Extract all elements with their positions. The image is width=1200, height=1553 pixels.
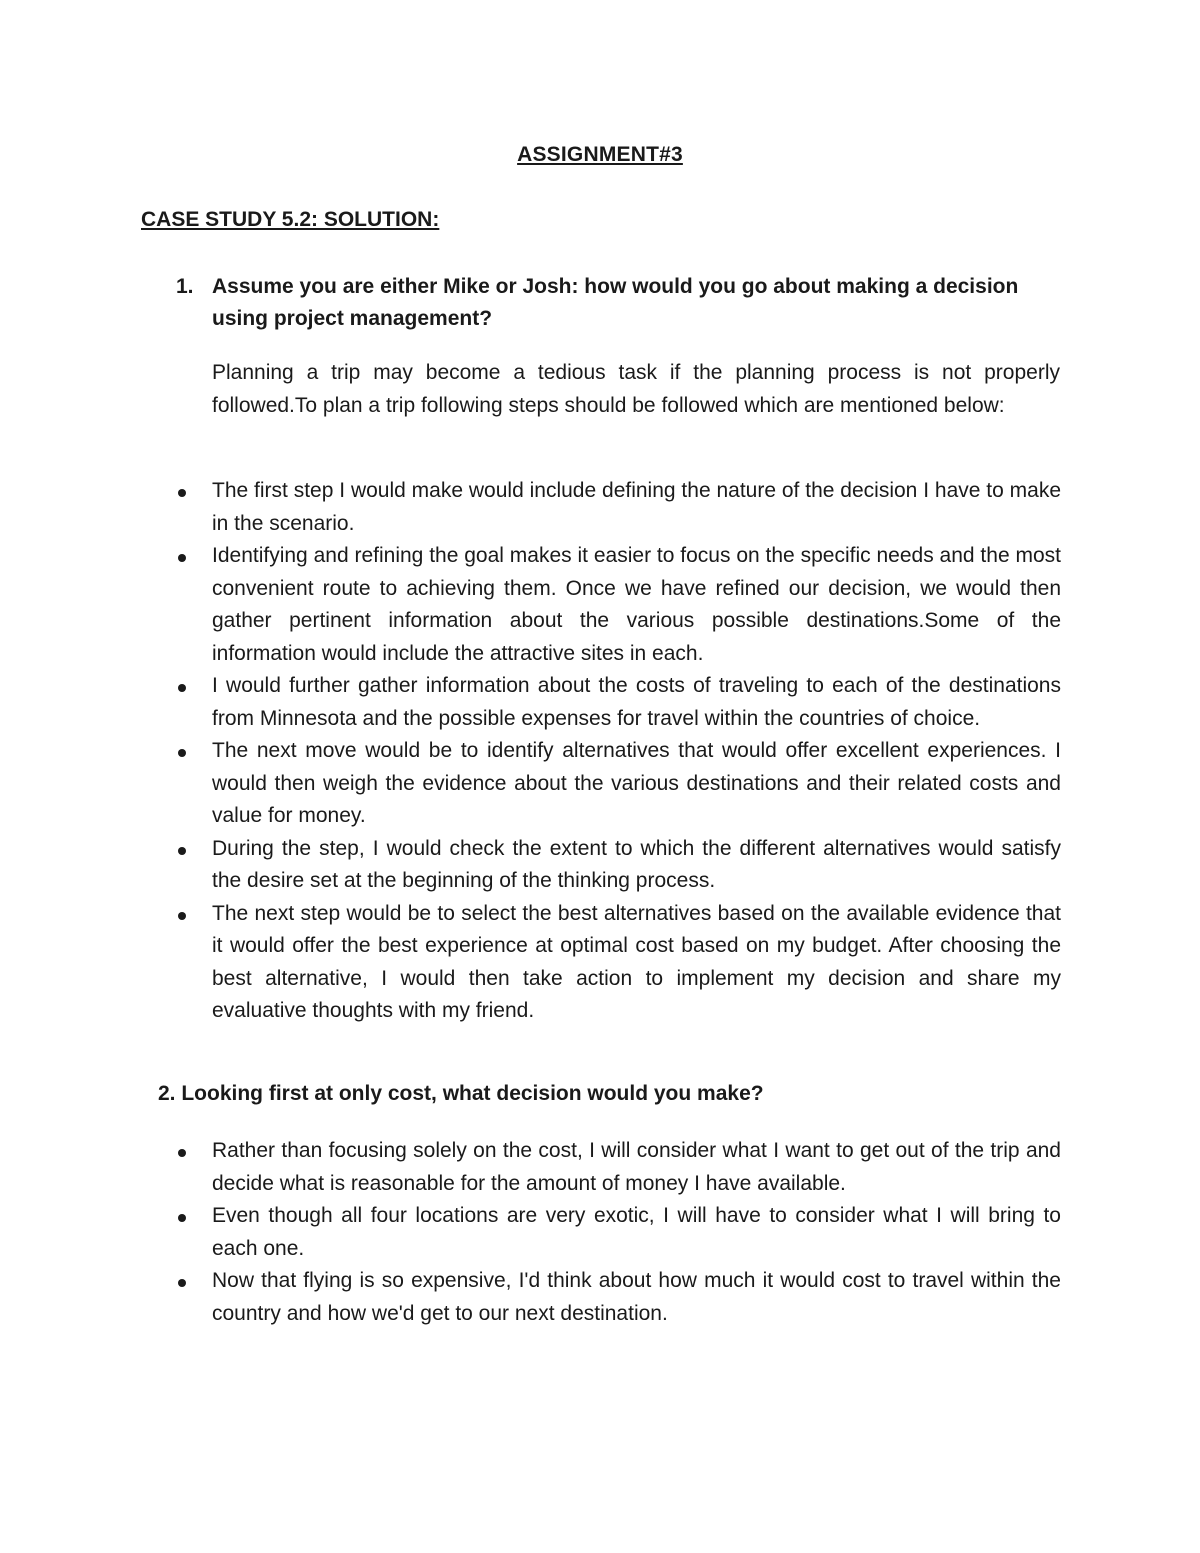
- list-item-text: The next move would be to identify alternatives that would offer excellent experiences. I would then weigh the evidence about the various destinations and their related costs and value for money.: [212, 739, 1061, 827]
- bullet-icon: [178, 554, 186, 562]
- list-item: [141, 735, 1061, 833]
- bullet-icon: [178, 847, 186, 855]
- list-item-text: Even though all four locations are very exotic, I will have to consider what I will bring to each one.: [212, 1204, 1061, 1260]
- intro-paragraph: Planning a trip may become a tedious task if the planning process is not properly followed.To plan a trip following steps should be followed which are mentioned below:: [212, 361, 1060, 417]
- section-heading: CASE STUDY 5.2: SOLUTION:: [141, 208, 440, 231]
- answer-2-list: [141, 1135, 1061, 1330]
- bullet-icon: [178, 1214, 186, 1222]
- question-1-number: 1.: [176, 275, 194, 298]
- list-item-text: During the step, I would check the extent to which the different alternatives would satisfy the desire set at the beginning of the thinking process.: [212, 836, 1061, 892]
- question-1: [141, 271, 1061, 335]
- list-item-text: The next step would be to select the best alternatives based on the available evidence that it would offer the best experience at optimal cost based on my budget. After choosing the best alternative, I would then take action to implement my decision and share my evaluative thoughts with my friend.: [212, 901, 1061, 1022]
- list-item-text: The first step I would make would include defining the nature of the decision I have to make in the scenario.: [212, 479, 1061, 535]
- list-item: [141, 1135, 1061, 1200]
- list-item-text: Identifying and refining the goal makes it easier to focus on the specific needs and the most convenient route to achieving them. Once we have refined our decision, we would then gather pertinent information about the various possible destinations.Some of the information would include the attractive sites in each.: [212, 544, 1061, 665]
- bullet-icon: [178, 1279, 186, 1287]
- bullet-icon: [178, 749, 186, 757]
- list-item: [141, 540, 1061, 670]
- question-2: 2. Looking first at only cost, what decision would you make?: [158, 1082, 764, 1105]
- list-item: [141, 475, 1061, 540]
- answer-1-list: [141, 475, 1061, 1028]
- list-item-text: I would further gather information about the costs of traveling to each of the destinations from Minnesota and the possible expenses for travel within the countries of choice.: [212, 674, 1061, 730]
- list-item-text: Rather than focusing solely on the cost, I will consider what I want to get out of the trip and decide what is reasonable for the amount of money I have available.: [212, 1139, 1061, 1195]
- list-item: [141, 1200, 1061, 1265]
- list-item: [141, 1265, 1061, 1330]
- list-item: [141, 898, 1061, 1028]
- bullet-icon: [178, 1149, 186, 1157]
- list-item: [141, 833, 1061, 898]
- document-title: ASSIGNMENT#3: [517, 143, 683, 166]
- bullet-icon: [178, 489, 186, 497]
- bullet-icon: [178, 684, 186, 692]
- list-item-text: Now that flying is so expensive, I'd think about how much it would cost to travel within the country and how we'd get to our next destination.: [212, 1269, 1061, 1325]
- list-item: [141, 670, 1061, 735]
- bullet-icon: [178, 912, 186, 920]
- question-1-text: Assume you are either Mike or Josh: how would you go about making a decision using project management?: [212, 275, 1019, 330]
